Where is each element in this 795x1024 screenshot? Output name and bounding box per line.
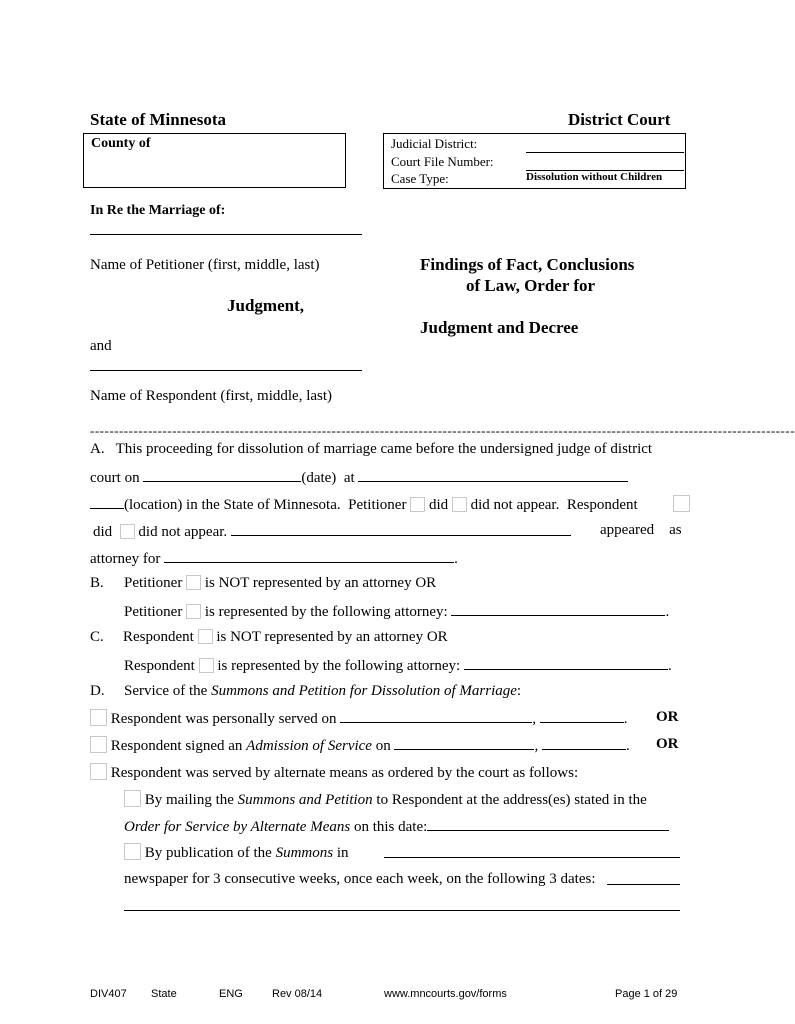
period: . <box>454 551 458 567</box>
footer-form-id: DIV407 <box>90 988 127 1000</box>
footer-url[interactable]: www.mncourts.gov/forms <box>384 988 507 1000</box>
petitioner-attorney-field[interactable] <box>451 602 665 616</box>
location-field[interactable] <box>358 468 628 482</box>
petitioner-label: Petitioner <box>124 604 183 620</box>
at-label: at <box>343 470 355 486</box>
doc-title-line1: Findings of Fact, Conclusions <box>420 255 635 274</box>
admission-date-field[interactable] <box>394 736 534 750</box>
did-not-appear-label: did not appear. <box>470 497 560 513</box>
publication-row <box>124 843 349 862</box>
section-a-line3 <box>90 495 638 514</box>
comma: , <box>534 738 539 754</box>
state-title: State of Minnesota <box>90 110 226 129</box>
judicial-district-field[interactable] <box>526 136 684 153</box>
section-a-letter: A. <box>90 441 105 457</box>
personal-service-label: Respondent was personally served on <box>110 711 337 727</box>
respondent-did-not-checkbox[interactable] <box>120 524 135 539</box>
admission-year-field[interactable] <box>542 736 626 750</box>
appeared-as-label <box>600 522 682 539</box>
alternate-service-checkbox[interactable] <box>90 763 107 780</box>
section-a-line4 <box>93 522 571 541</box>
period: . <box>667 658 672 674</box>
petitioner-name-label: Name of Petitioner (first, middle, last) <box>90 257 320 273</box>
county-label: County of <box>91 136 151 151</box>
appeared-attorney-field[interactable] <box>231 522 571 536</box>
section-b-line2 <box>124 602 669 621</box>
respondent-name-field[interactable] <box>90 370 362 371</box>
in-re-label: In Re the Marriage of: <box>90 203 226 218</box>
case-type-value: Dissolution without Children <box>526 171 663 183</box>
respondent-did-checkbox[interactable] <box>673 495 690 512</box>
footer-page-number: Page 1 of 29 <box>615 988 678 1000</box>
doc-title-line2: of Law, Order for <box>466 276 596 295</box>
publication-date-1-field[interactable] <box>607 884 680 885</box>
alternate-service-label: Respondent was served by alternate means as ordered by the court as follows: <box>110 765 579 781</box>
section-b-letter: B. <box>90 575 104 591</box>
footer-revision: Rev 08/14 <box>272 988 323 1000</box>
order-for-service-label: Order for Service by Alternate Means <box>124 819 351 835</box>
petitioner-represented-checkbox[interactable] <box>186 604 201 619</box>
admission-of-service-label: Admission of Service <box>246 738 372 754</box>
order-service-row <box>124 817 669 836</box>
newspaper-label: newspaper for 3 consecutive weeks, once each week, on the following 3 dates: <box>124 871 596 887</box>
respondent-label: Respondent <box>566 497 638 513</box>
respondent-attorney-field[interactable] <box>464 656 668 670</box>
court-file-number-label: Court File Number: <box>391 154 494 169</box>
court-on-label: court on <box>90 470 140 486</box>
personal-service-checkbox[interactable] <box>90 709 107 726</box>
respondent-label: Respondent <box>124 658 195 674</box>
section-a-line5 <box>90 549 458 568</box>
newspaper-name-field[interactable] <box>384 857 680 858</box>
petitioner-did-not-checkbox[interactable] <box>452 497 467 512</box>
represented-label: is represented by the following attorney: <box>217 658 461 674</box>
section-a-text: This proceeding for dissolution of marriage came before the undersigned judge of district <box>115 441 653 457</box>
section-c-letter: C. <box>90 629 104 645</box>
not-represented-label: is NOT represented by an attorney OR <box>204 575 437 591</box>
footer-language: ENG <box>219 988 243 1000</box>
in-label: in <box>336 845 349 861</box>
footer-state: State <box>151 988 177 1000</box>
respondent-label: Respondent <box>123 629 194 645</box>
court-file-number-field[interactable] <box>526 154 684 171</box>
respondent-did-not-appear-label: did not appear. <box>138 524 228 540</box>
alternate-service-row <box>90 763 578 782</box>
hearing-date-field[interactable] <box>143 468 301 482</box>
respondent-not-represented-checkbox[interactable] <box>198 629 213 644</box>
admission-service-checkbox[interactable] <box>90 736 107 753</box>
respondent-name-label: Name of Respondent (first, middle, last) <box>90 388 333 404</box>
personal-service-date-field[interactable] <box>340 709 532 723</box>
and-label: and <box>90 338 112 354</box>
location-label: (location) in the State of Minnesota. <box>124 497 341 513</box>
by-mailing-label: By mailing the <box>144 792 234 808</box>
period: . <box>625 738 630 754</box>
publication-checkbox[interactable] <box>124 843 141 860</box>
by-publication-label: By publication of the <box>144 845 272 861</box>
comma: , <box>532 711 537 727</box>
period: . <box>623 711 628 727</box>
on-label: on <box>375 738 391 754</box>
period: . <box>665 604 670 620</box>
petitioner-name-field[interactable] <box>90 234 362 235</box>
separator-dashes: -------------------------------------------------------------------------------------------------------------------------------------------------- <box>90 423 795 438</box>
summons-petition-label: Summons and Petition <box>237 792 373 808</box>
mailing-date-field[interactable] <box>427 817 669 831</box>
publication-dates-field[interactable] <box>124 910 680 911</box>
judicial-district-label: Judicial District: <box>391 136 478 151</box>
represented-label: is represented by the following attorney: <box>204 604 448 620</box>
section-a-line1 <box>90 441 680 458</box>
on-this-date-label: on this date: <box>353 819 428 835</box>
as-text: as <box>669 522 682 538</box>
to-respondent-label: to Respondent at the address(es) stated in the <box>376 792 647 808</box>
summons-title: Summons and Petition for Dissolution of Marriage <box>211 683 517 699</box>
respondent-represented-checkbox[interactable] <box>199 658 214 673</box>
doc-title-line3: Judgment and Decree <box>420 318 579 337</box>
section-c-line1 <box>123 629 448 646</box>
mailing-checkbox[interactable] <box>124 790 141 807</box>
section-d-letter: D. <box>90 683 105 699</box>
service-of-text: Service of the <box>124 683 208 699</box>
section-c-line2 <box>124 656 672 675</box>
summons-label: Summons <box>275 845 334 861</box>
petitioner-not-represented-checkbox[interactable] <box>186 575 201 590</box>
county-field[interactable] <box>83 133 346 188</box>
attorney-for-label: attorney for <box>90 551 161 567</box>
petitioner-label: Petitioner <box>348 497 407 513</box>
attorney-for-field[interactable] <box>164 549 454 563</box>
or-label-2: OR <box>656 736 679 752</box>
date-label: (date) <box>301 470 337 486</box>
case-type-label: Case Type: <box>391 171 449 186</box>
personal-service-row <box>90 709 628 728</box>
did-label: did <box>428 497 449 513</box>
admission-service-row <box>90 736 630 755</box>
mailing-row <box>124 790 680 809</box>
petitioner-did-checkbox[interactable] <box>410 497 425 512</box>
signed-an-label: Respondent signed an <box>110 738 243 754</box>
personal-service-year-field[interactable] <box>540 709 624 723</box>
respondent-did-label: did <box>93 524 113 540</box>
location-cont-field[interactable] <box>90 495 124 509</box>
judgment-label: Judgment, <box>227 296 304 315</box>
not-represented-label: is NOT represented by an attorney OR <box>216 629 448 645</box>
section-a-line2 <box>90 468 628 487</box>
petitioner-label: Petitioner <box>124 575 183 591</box>
or-label-1: OR <box>656 709 679 725</box>
court-title: District Court <box>568 110 671 129</box>
section-b-line1 <box>124 575 436 592</box>
case-info-box <box>383 133 686 189</box>
appeared-text: appeared <box>600 522 655 538</box>
colon: : <box>516 683 522 699</box>
newspaper-row <box>124 871 596 888</box>
section-d-heading <box>124 683 521 700</box>
